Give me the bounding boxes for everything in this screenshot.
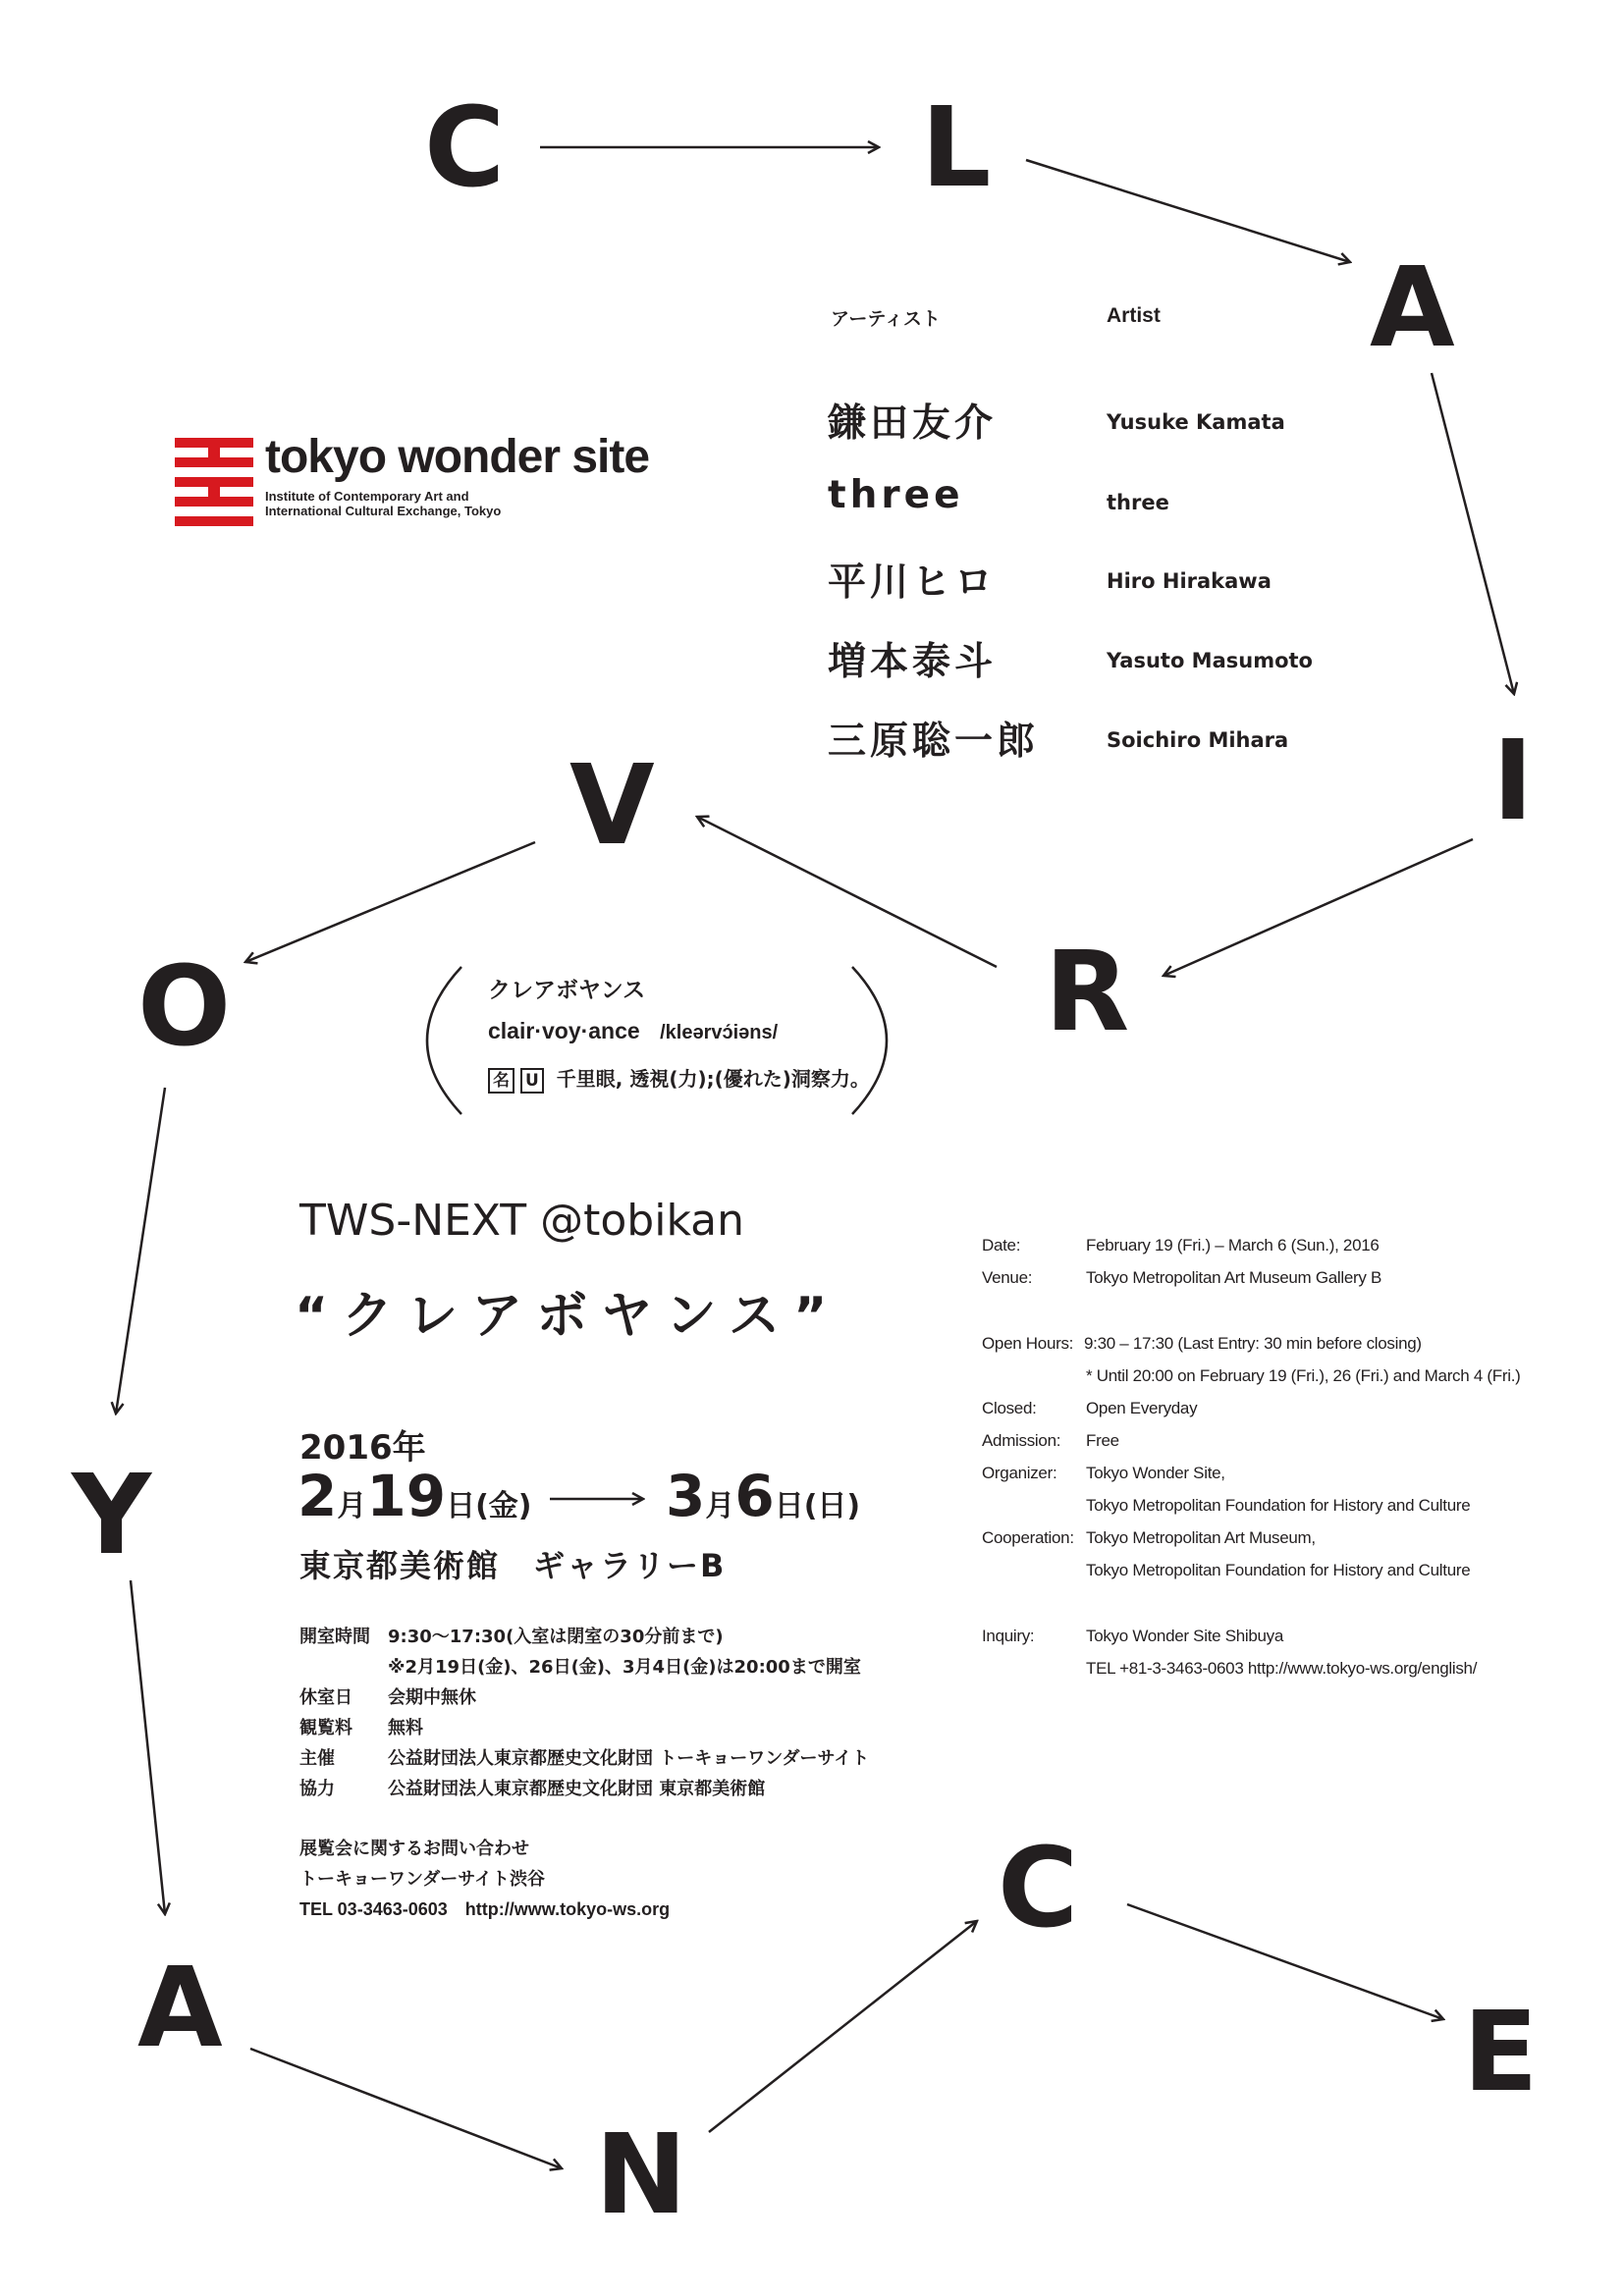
event-series: TWS-NEXT @tobikan bbox=[299, 1196, 745, 1246]
jp-info-row bbox=[299, 1713, 869, 1743]
artist-2-en: three bbox=[1107, 491, 1169, 514]
jp-info-key: 休室日 bbox=[299, 1687, 352, 1708]
start-month: 2 bbox=[298, 1463, 338, 1529]
arrow-a-n bbox=[250, 2049, 562, 2168]
en-info-row bbox=[982, 1652, 1520, 1684]
end-month-unit: 月 bbox=[705, 1489, 735, 1523]
en-info-row bbox=[982, 1392, 1520, 1424]
en-info-value: TEL +81-3-3463-0603 http://www.tokyo-ws.org/english/ bbox=[1086, 1659, 1478, 1678]
jp-info-key: 主催 bbox=[299, 1748, 335, 1769]
letter-c2: C bbox=[998, 1825, 1079, 1952]
en-info-row bbox=[982, 1360, 1520, 1392]
en-info-value: Tokyo Metropolitan Art Museum Gallery B bbox=[1086, 1268, 1382, 1287]
jp-inquiry-contact: TEL 03-3463-0603 http://www.tokyo-ws.org bbox=[299, 1899, 671, 1919]
letter-a: A bbox=[1370, 244, 1455, 372]
jp-info-value: ※2月19日(金)、26日(金)、3月4日(金)は20:00まで開室 bbox=[388, 1657, 861, 1678]
en-info-value: Tokyo Metropolitan Art Museum, bbox=[1086, 1528, 1316, 1547]
jp-info-value: 公益財団法人東京都歴史文化財団 トーキョーワンダーサイト bbox=[388, 1748, 870, 1769]
jp-inquiry-org: トーキョーワンダーサイト渋谷 bbox=[299, 1869, 546, 1890]
en-info-value: Tokyo Wonder Site, bbox=[1086, 1464, 1225, 1482]
jp-info-row bbox=[299, 1743, 869, 1774]
jp-info-value: 会期中無休 bbox=[388, 1687, 476, 1708]
en-info-value: Tokyo Metropolitan Foundation for History and Culture bbox=[1086, 1561, 1471, 1579]
jp-info-key: 観覧料 bbox=[299, 1718, 352, 1738]
paren-left bbox=[427, 967, 461, 1114]
en-info-key: Date: bbox=[982, 1236, 1021, 1255]
letter-o: O bbox=[137, 943, 232, 1071]
en-info-key: Inquiry: bbox=[982, 1627, 1035, 1645]
jp-info-value: 9:30〜17:30(入室は閉室の30分前まで) bbox=[388, 1627, 724, 1647]
artist-5-jp: 三原聡一郎 bbox=[828, 720, 1040, 764]
artist-5-en: Soichiro Mihara bbox=[1107, 728, 1289, 752]
artist-header-en: Artist bbox=[1107, 304, 1161, 327]
en-info-value: 9:30 – 17:30 (Last Entry: 30 min before closing) bbox=[1084, 1334, 1422, 1353]
arrow-c-e bbox=[1127, 1904, 1443, 2019]
dict-tag-noun: 名 bbox=[488, 1068, 514, 1094]
artist-1-en: Yusuke Kamata bbox=[1107, 410, 1285, 434]
dict-word-en bbox=[488, 1018, 778, 1044]
en-info-key: Cooperation: bbox=[982, 1528, 1074, 1547]
letter-i: I bbox=[1492, 718, 1534, 845]
en-info-row bbox=[982, 1620, 1520, 1652]
arrow-r-v bbox=[697, 817, 997, 967]
en-info-gap bbox=[982, 1294, 1520, 1327]
en-info-row bbox=[982, 1327, 1520, 1360]
jp-info-row bbox=[299, 1682, 869, 1713]
tws-logo-mark bbox=[175, 438, 253, 528]
letter-c: C bbox=[424, 84, 506, 212]
arrow-i-r bbox=[1164, 839, 1473, 976]
jp-info-value: 公益財団法人東京都歴史文化財団 東京都美術館 bbox=[388, 1779, 766, 1799]
logo-name: tokyo wonder site bbox=[265, 431, 650, 483]
en-info-row bbox=[982, 1457, 1520, 1489]
dict-pron: /kleərvɔ́iəns/ bbox=[660, 1022, 779, 1043]
en-info-key: Open Hours: bbox=[982, 1334, 1074, 1353]
dict-meaning-row bbox=[488, 1063, 870, 1094]
jp-info-row bbox=[299, 1622, 869, 1652]
artist-header-jp: アーティスト bbox=[831, 308, 941, 330]
letter-a2: A bbox=[137, 1945, 223, 2072]
en-info-value: Tokyo Wonder Site Shibuya bbox=[1086, 1627, 1284, 1645]
logo-sub-1: Institute of Contemporary Art and bbox=[265, 489, 469, 504]
start-day: 19 bbox=[366, 1463, 447, 1529]
event-year: 2016年 bbox=[299, 1428, 426, 1468]
artist-4-jp: 増本泰斗 bbox=[828, 640, 998, 684]
arrow-v-o bbox=[245, 842, 535, 962]
artist-3-jp: 平川ヒロ bbox=[828, 561, 998, 605]
event-title: “クレアボヤンス” bbox=[295, 1287, 841, 1346]
arrow-o-y bbox=[116, 1088, 165, 1414]
arrow-y-a bbox=[131, 1580, 165, 1914]
en-info-key: Admission: bbox=[982, 1431, 1061, 1450]
dict-meaning: 千里眼, 透視(力);(優れた)洞察力。 bbox=[556, 1067, 870, 1091]
event-venue: 東京都美術館 ギャラリーB bbox=[299, 1547, 727, 1584]
artist-4-en: Yasuto Masumoto bbox=[1107, 649, 1313, 672]
end-weekday: (日) bbox=[803, 1489, 861, 1523]
en-info-key: Closed: bbox=[982, 1399, 1037, 1417]
en-info-row bbox=[982, 1554, 1520, 1586]
arrow-a-i bbox=[1432, 373, 1514, 694]
en-info-value: February 19 (Fri.) – March 6 (Sun.), 2016 bbox=[1086, 1236, 1380, 1255]
start-month-unit: 月 bbox=[337, 1489, 367, 1523]
end-day: 6 bbox=[734, 1463, 775, 1529]
start-weekday: (金) bbox=[475, 1489, 532, 1523]
en-info-row bbox=[982, 1229, 1520, 1261]
en-info-key: Venue: bbox=[982, 1268, 1033, 1287]
jp-info-row bbox=[299, 1652, 869, 1682]
dict-word-jp: クレアボヤンス bbox=[488, 978, 646, 1003]
start-day-unit: 日 bbox=[446, 1489, 476, 1523]
artist-2-jp: three bbox=[828, 473, 964, 517]
letter-y: Y bbox=[72, 1452, 152, 1579]
letter-n: N bbox=[595, 2111, 687, 2239]
jp-info-row bbox=[299, 1774, 869, 1804]
dict-headword: clair·voy·ance bbox=[488, 1018, 640, 1043]
en-info-value: Free bbox=[1086, 1431, 1119, 1450]
jp-info bbox=[299, 1622, 869, 1804]
jp-inquiry bbox=[299, 1834, 670, 1925]
artist-3-en: Hiro Hirakawa bbox=[1107, 569, 1272, 593]
jp-inquiry-title: 展覧会に関するお問い合わせ bbox=[299, 1839, 529, 1859]
letter-v: V bbox=[569, 742, 655, 870]
event-start-date bbox=[298, 1463, 532, 1529]
letter-e: E bbox=[1463, 1989, 1539, 2116]
jp-info-key: 開室時間 bbox=[299, 1627, 370, 1647]
en-info bbox=[982, 1229, 1520, 1684]
en-info-key: Organizer: bbox=[982, 1464, 1057, 1482]
en-info-value: Open Everyday bbox=[1086, 1399, 1198, 1417]
arrow-l-a bbox=[1026, 160, 1350, 262]
en-info-row bbox=[982, 1424, 1520, 1457]
en-info-row bbox=[982, 1522, 1520, 1554]
en-info-gap bbox=[982, 1586, 1520, 1620]
artist-1-jp: 鎌田友介 bbox=[828, 401, 998, 446]
event-end-date bbox=[666, 1463, 860, 1529]
letter-r: R bbox=[1045, 929, 1130, 1056]
jp-info-value: 無料 bbox=[388, 1718, 423, 1738]
dict-tag-u: U bbox=[520, 1068, 544, 1094]
jp-info-key: 協力 bbox=[299, 1779, 335, 1799]
en-info-value: Tokyo Metropolitan Foundation for History and Culture bbox=[1086, 1496, 1471, 1515]
letter-l: L bbox=[921, 84, 992, 212]
en-info-row bbox=[982, 1261, 1520, 1294]
arrow-n-c bbox=[709, 1921, 977, 2132]
logo-sub-2: International Cultural Exchange, Tokyo bbox=[265, 504, 502, 518]
en-info-value: * Until 20:00 on February 19 (Fri.), 26 (Fri.) and March 4 (Fri.) bbox=[1086, 1366, 1521, 1385]
end-day-unit: 日 bbox=[774, 1489, 804, 1523]
en-info-row bbox=[982, 1489, 1520, 1522]
end-month: 3 bbox=[666, 1463, 706, 1529]
